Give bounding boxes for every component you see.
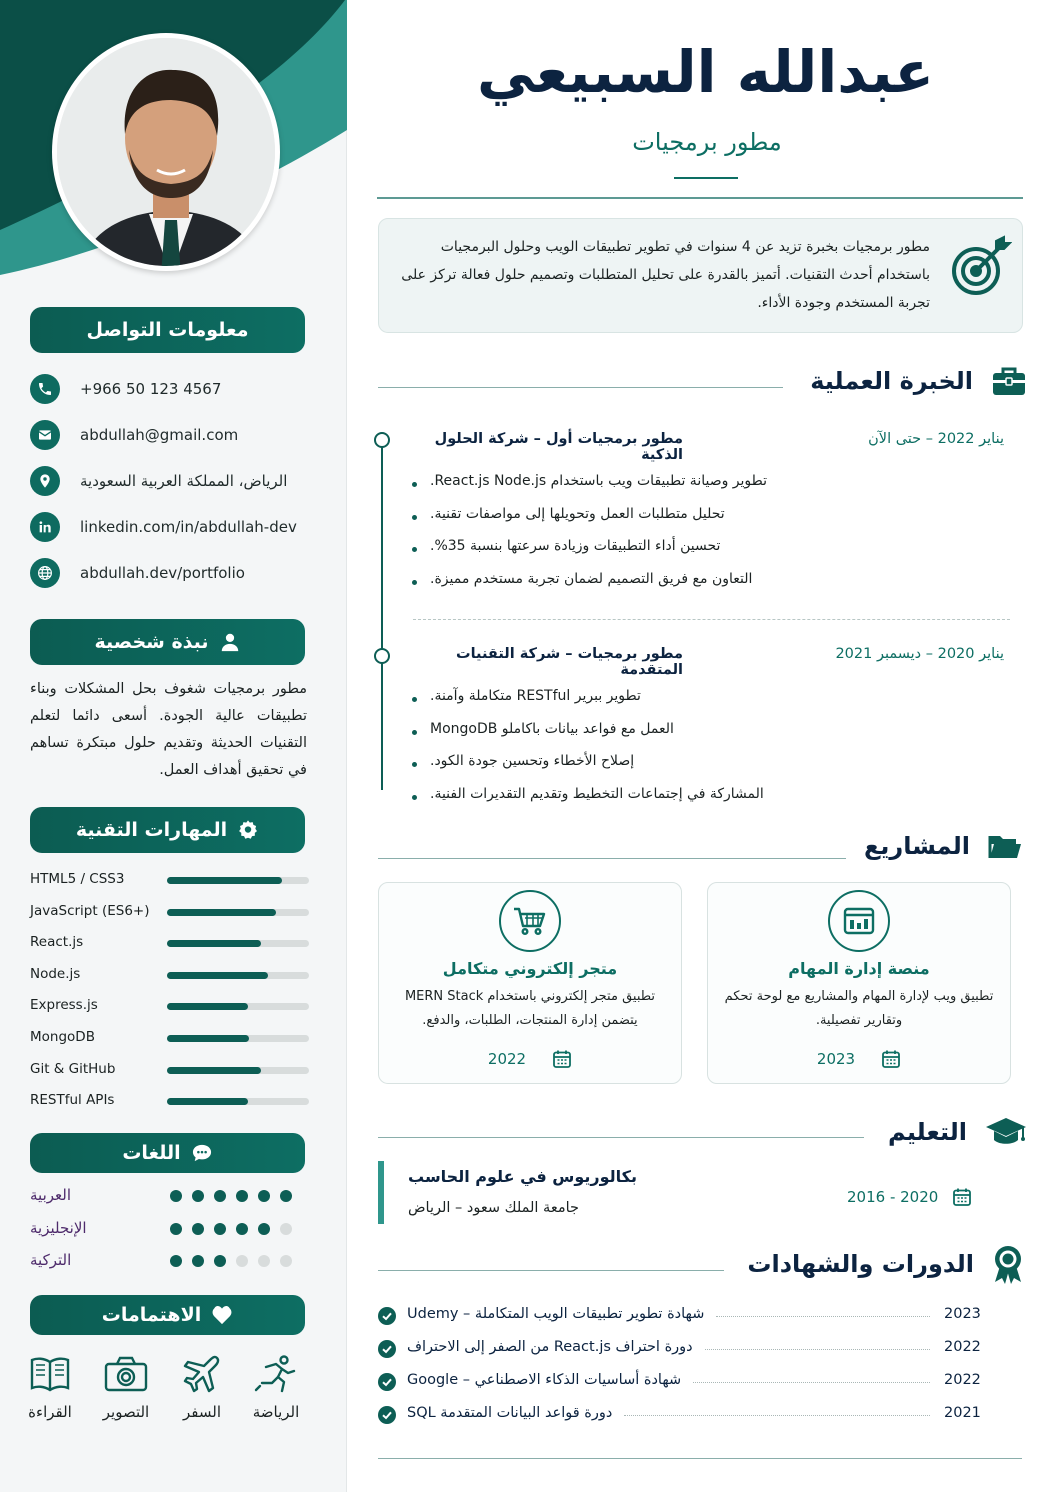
user-icon [219,631,241,653]
contact-location [30,466,287,496]
dotted-leader [716,1316,930,1317]
skill-bar-track [167,909,309,916]
contact-website[interactable] [30,558,245,588]
certification-year: 2023 [944,1306,981,1322]
language-row [30,1250,305,1272]
language-level [170,1255,292,1267]
target-icon [948,235,1012,299]
interest-label: القراءة [28,1403,72,1421]
skill-row [30,965,310,985]
certifications-section-header [747,1244,1024,1284]
contact-phone[interactable] [30,374,221,404]
skill-name: React.js [30,934,84,951]
bullet-dot [412,697,417,702]
project-description: تطبيق متجر إلكتروني باستخدام MERN Stack يتضمن إدارة المنتجات، الطلبات، والدفع. [404,989,656,1028]
project-year: 2023 [816,1050,856,1068]
job-separator [413,619,1010,620]
education-school: جامعة الملك سعود – الرياض [408,1200,579,1216]
timeline-line [381,440,383,790]
project-description: تطبيق ويب لإدارة المهام والمشاريع مع لوحة تحكم وتقارير تفصيلية. [724,989,994,1028]
dotted-leader [693,1382,930,1383]
person-name: عبدالله السبيعي [477,38,934,106]
camera-icon [103,1355,149,1393]
summary-text: مطور برمجيات بخبرة تزيد عن 4 سنوات في تطوير تطبيقات الويب وحلول البرمجيات باستخدام أحدث التقنيات. أتميز بالقدرة على تحليل المتطلبات وتصميم حلول فعالة تركز على تجربة المستخدم وجودة الأداء. [401,239,930,311]
certification-row [378,1305,980,1327]
language-row [30,1185,305,1207]
languages-section-title: اللغات [122,1142,181,1164]
interest-label: السفر [183,1403,221,1421]
language-level-dot [214,1255,226,1267]
certification-year: 2021 [944,1405,981,1421]
location-pin-icon [30,466,60,496]
skill-row [30,870,310,890]
bullet-dot [412,795,417,800]
project-card [378,882,682,1084]
skill-bar-track [167,1003,309,1010]
certifications-section-title: الدورات والشهادات [747,1250,974,1278]
dotted-leader [624,1415,930,1416]
certification-row [378,1338,980,1360]
skill-row [30,996,310,1016]
job-title: مطور برمجيات [632,128,782,156]
education-years-row [847,1187,972,1207]
skill-bar-track [167,1035,309,1042]
education-degree: بكالوريوس في علوم الحاسب [408,1167,637,1186]
timeline-node [374,648,390,664]
interest-label: الرياضة [252,1403,300,1421]
website-text: abdullah.dev/portfolio [80,564,245,582]
language-level-dot [280,1223,292,1235]
location-text: الرياض، المملكة العربية السعودية [80,472,288,490]
check-circle-icon [378,1340,396,1358]
job-bullet: تحسين أداء التطبيقات وزيادة سرعتها بنسبة 35%. [430,538,721,554]
summary-box [378,218,1023,333]
job-bullet: تطوير ببرير RESTful متكاملة وآمنة. [430,688,641,704]
award-ribbon-icon [992,1244,1024,1284]
skill-row [30,933,310,953]
certification-year: 2022 [944,1339,981,1355]
title-underline [674,177,738,179]
language-level-dot [170,1223,182,1235]
language-level-dot [258,1190,270,1202]
email-icon [30,420,60,450]
interest-label: التصوير [102,1403,150,1421]
language-level-dot [192,1190,204,1202]
project-year: 2022 [487,1050,527,1068]
email-text: abdullah@gmail.com [80,426,239,444]
bullet-dot [412,515,417,520]
interests-section-title: الاهتمامات [101,1304,202,1326]
project-year-row [379,1049,681,1069]
skill-bar-fill [167,940,261,947]
job-bullet: المشاركة في إجتماعات التخطيط وتقديم التقديرات الفنية. [430,785,764,802]
language-level [170,1190,292,1202]
language-level-dot [280,1190,292,1202]
interest-travel [172,1355,232,1421]
contact-section-title: معلومات التواصل [86,319,249,341]
job-date: يناير 2020 – ديسمبر 2021 [835,646,1004,662]
heart-icon [211,1305,233,1325]
language-level-dot [170,1255,182,1267]
skills-section-title: المهارات التقنية [75,819,228,841]
phone-icon [30,374,60,404]
check-circle-icon [378,1406,396,1424]
projects-section-title: المشاريع [864,832,970,860]
language-level-dot [236,1255,248,1267]
language-level-dot [192,1223,204,1235]
about-section-title: نبذة شخصية [94,631,209,653]
airplane-icon [182,1355,222,1393]
gear-icon [237,819,259,841]
phone-text: +966 50 123 4567 [80,380,222,398]
language-level-dot [236,1190,248,1202]
skill-bar-track [167,940,309,947]
globe-icon [30,558,60,588]
project-name: منصة إدارة المهام [788,959,930,978]
job-bullet: التعاون مع فريق التصميم لضمان تجربة مستخدم مميزة. [430,570,753,587]
certifications-title-rule [378,1270,724,1271]
skill-bar-fill [167,1035,249,1042]
language-level-dot [236,1223,248,1235]
skill-bar-track [167,972,309,979]
sidebar [0,0,347,1492]
experience-section-header [810,365,1027,397]
certification-row [378,1404,980,1426]
check-circle-icon [378,1373,396,1391]
skill-name: Express.js [30,997,98,1014]
bullet-dot [412,580,417,585]
job-bullet: تطوير وصيانة تطبيقات ويب باستخدام React.js Node.js. [430,473,768,489]
shopping-cart-icon [499,890,561,952]
language-level-dot [192,1255,204,1267]
bullet-dot [412,762,417,767]
certification-year: 2022 [944,1372,981,1388]
skill-bar-fill [167,972,268,979]
calendar-icon [952,1187,972,1207]
calendar-icon [552,1049,572,1069]
bullet-dot [412,482,417,487]
education-section-title: التعليم [888,1118,967,1146]
skill-name: JavaScript (ES6+) [30,902,150,919]
certification-name: شهادة تطوير تطبيقات الويب المتكاملة – Udemy [407,1306,705,1322]
folder-icon [988,832,1022,860]
skill-name: HTML5 / CSS3 [30,871,125,887]
language-level [170,1223,292,1235]
skill-bar-fill [167,877,282,884]
experience-title-rule [378,387,783,388]
skill-bar-fill [167,1098,248,1105]
language-name: الإنجليزية [30,1218,87,1237]
skill-bar-fill [167,1003,248,1010]
avatar [52,33,280,271]
header-divider [377,197,1023,199]
bullet-dot [412,730,417,735]
education-accent-bar [378,1161,384,1224]
project-name: متجر إلكتروني متكامل [442,959,618,978]
skill-bar-track [167,877,309,884]
interest-sports [246,1355,306,1421]
skill-bar-fill [167,909,276,916]
linkedin-text: linkedin.com/in/abdullah-dev [80,518,297,536]
job-role: مطور برمجيات أول – شركة الحلول الذكية [434,431,683,463]
certification-name: دورة قواعد البيانات المتقدمة SQL [407,1405,613,1421]
chat-bubble-icon [191,1143,213,1163]
job-bullet: تحليل متطلبات العمل وتحويلها إلى مواصفات تقنية. [430,505,725,522]
job-date: يناير 2022 – حتى الآن [868,431,1004,447]
skill-name: Git & GitHub [30,1060,116,1077]
calendar-icon [881,1049,901,1069]
about-text: مطور برمجيات شغوف بحل المشكلات وبناء تطبيقات عالية الجودة. أسعى دائما لتعلم التقنيات الحديثة وتقديم حلول مبتكرة تساهم في تحقيق أهداف العمل. [30,681,307,778]
certification-name: دورة احتراف React.js من الصفر إلى الاحتراف [407,1339,693,1355]
project-year-row [708,1049,1010,1069]
contact-email[interactable] [30,420,238,450]
skill-bar-track [167,1098,309,1105]
job-bullet: العمل مع فواعد بيانات باكاملو MongoDB [430,720,674,737]
languages-section-header [30,1133,305,1173]
book-icon [29,1355,71,1393]
bullet-dot [412,547,417,552]
job-bullet: إصلاح الأخطاء وتحسين جودة الكود. [430,753,635,769]
skill-bar-track [167,1067,309,1074]
skills-section-header [30,807,305,853]
project-card [707,882,1011,1084]
language-name: التركية [30,1251,72,1269]
footer-rule [378,1458,1022,1459]
certification-row [378,1371,980,1393]
graduation-cap-icon [985,1116,1027,1148]
interest-reading [20,1355,80,1421]
language-level-dot [280,1255,292,1267]
dotted-leader [705,1349,930,1350]
projects-section-header [864,832,1022,860]
linkedin-icon [30,512,60,542]
language-level-dot [214,1223,226,1235]
contact-section-header [30,307,305,353]
skill-name: MongoDB [30,1029,95,1045]
kanban-board-icon [828,890,890,952]
experience-section-title: الخبرة العملية [810,367,973,395]
certification-name: شهادة أساسيات الذكاء الاصطناعي – Google [407,1372,682,1388]
language-level-dot [258,1255,270,1267]
language-name: العربية [30,1186,71,1204]
contact-linkedin[interactable] [30,512,297,542]
skill-row [30,902,310,922]
education-section-header [888,1116,1027,1148]
briefcase-icon [991,365,1027,397]
interests-section-header [30,1295,305,1335]
skill-name: Node.js [30,965,81,982]
skill-row [30,1028,310,1048]
about-section-header [30,619,305,665]
running-person-icon [254,1355,298,1393]
skill-bar-fill [167,1067,261,1074]
education-years: 2016 - 2020 [847,1188,939,1206]
interest-photography [96,1355,156,1421]
skill-row [30,1091,310,1111]
language-row [30,1218,305,1240]
projects-title-rule [378,858,846,859]
skill-row [30,1060,310,1080]
job-role: مطور برمجيات – شركة التقنيات المتقدمة [456,646,683,678]
language-level-dot [258,1223,270,1235]
language-level-dot [214,1190,226,1202]
language-level-dot [170,1190,182,1202]
skill-name: RESTful APIs [30,1092,115,1109]
education-title-rule [378,1137,864,1138]
check-circle-icon [378,1307,396,1325]
timeline-node [374,432,390,448]
